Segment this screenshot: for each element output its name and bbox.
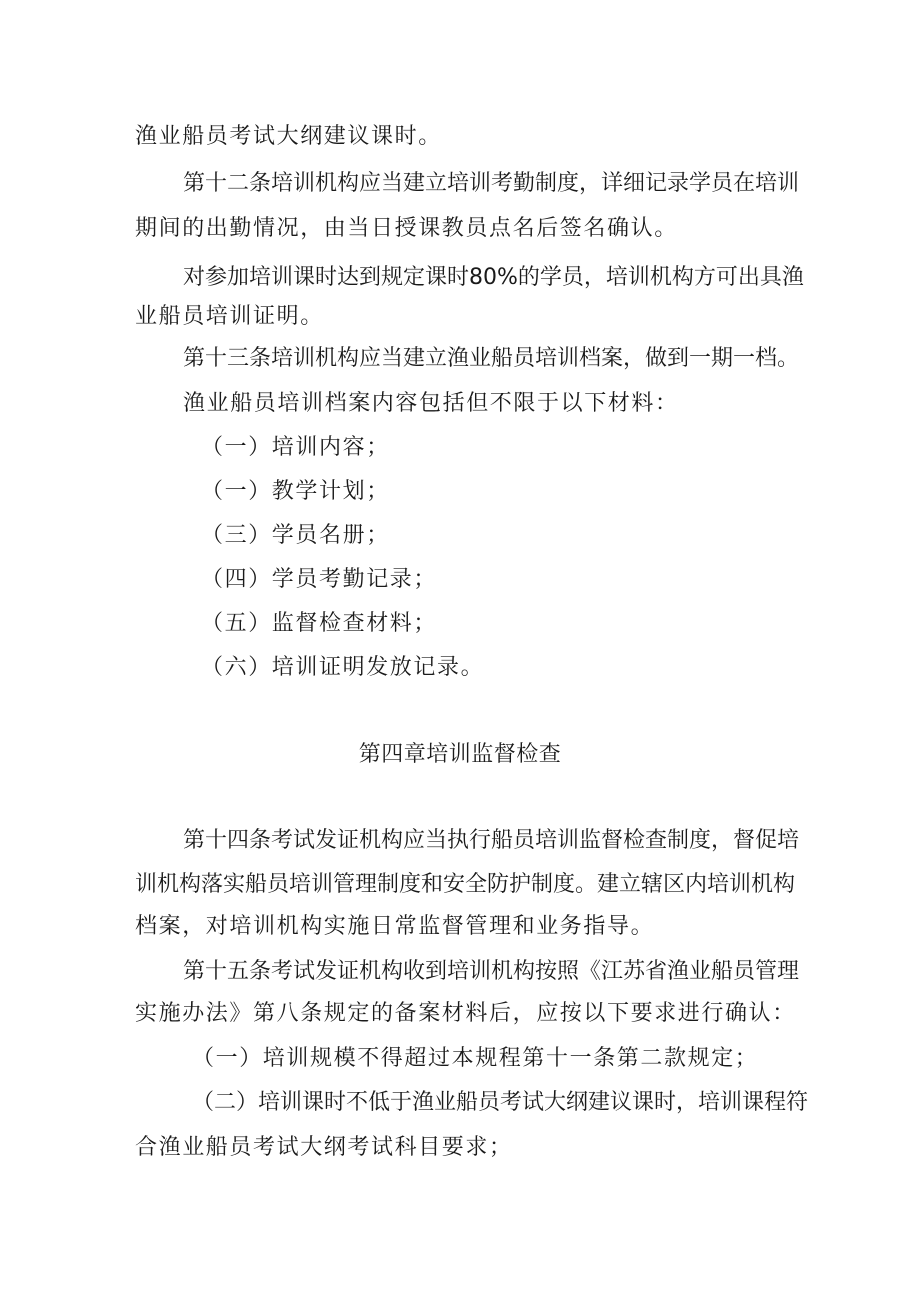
list-item: （六）培训证明发放记录。 [201, 655, 485, 680]
list-item: （四）学员考勤记录； [201, 567, 438, 592]
text-line: 实施办法》第八条规定的备案材料后，应按以下要求进行确认： [135, 1001, 796, 1026]
text-line: 期间的出勤情况，由当日授课教员点名后签名确认。 [135, 216, 678, 241]
list-item: （一）培训内容； [201, 435, 390, 460]
text-line: 第十四条考试发证机构应当执行船员培训监督检查制度，督促培 [183, 828, 800, 853]
text-line: 第十五条考试发证机构收到培训机构按照《江苏省渔业船员管理 [183, 959, 800, 984]
chapter-heading: 第四章培训监督检查 [358, 742, 562, 767]
text-line: 渔业船员培训档案内容包括但不限于以下材料： [183, 391, 679, 416]
text-line: 业船员培训证明。 [135, 304, 324, 329]
text-line: （二）培训课时不低于渔业船员考试大纲建议课时，培训课程符 [192, 1090, 809, 1115]
text-line: （一）培训规模不得超过本规程第十一条第二款规定； [192, 1046, 759, 1071]
text-line: 渔业船员考试大纲建议课时。 [135, 124, 442, 149]
text-line: 第十二条培训机构应当建立培训考勤制度，详细记录学员在培训 [183, 171, 800, 196]
list-item: （一）教学计划； [201, 479, 390, 504]
text-line: 第十三条培训机构应当建立渔业船员培训档案，做到一期一档。 [183, 346, 800, 371]
list-item: （五）监督检查材料； [201, 611, 438, 636]
list-item: （三）学员名册； [201, 523, 390, 548]
text-line: 对参加培训课时达到规定课时80%的学员，培训机构方可出具渔 [183, 265, 804, 290]
text-line: 档案，对培训机构实施日常监督管理和业务指导。 [135, 914, 655, 939]
text-line: 合渔业船员考试大纲考试科目要求； [135, 1135, 513, 1160]
text-line: 训机构落实船员培训管理制度和安全防护制度。建立辖区内培训机构 [135, 872, 796, 897]
